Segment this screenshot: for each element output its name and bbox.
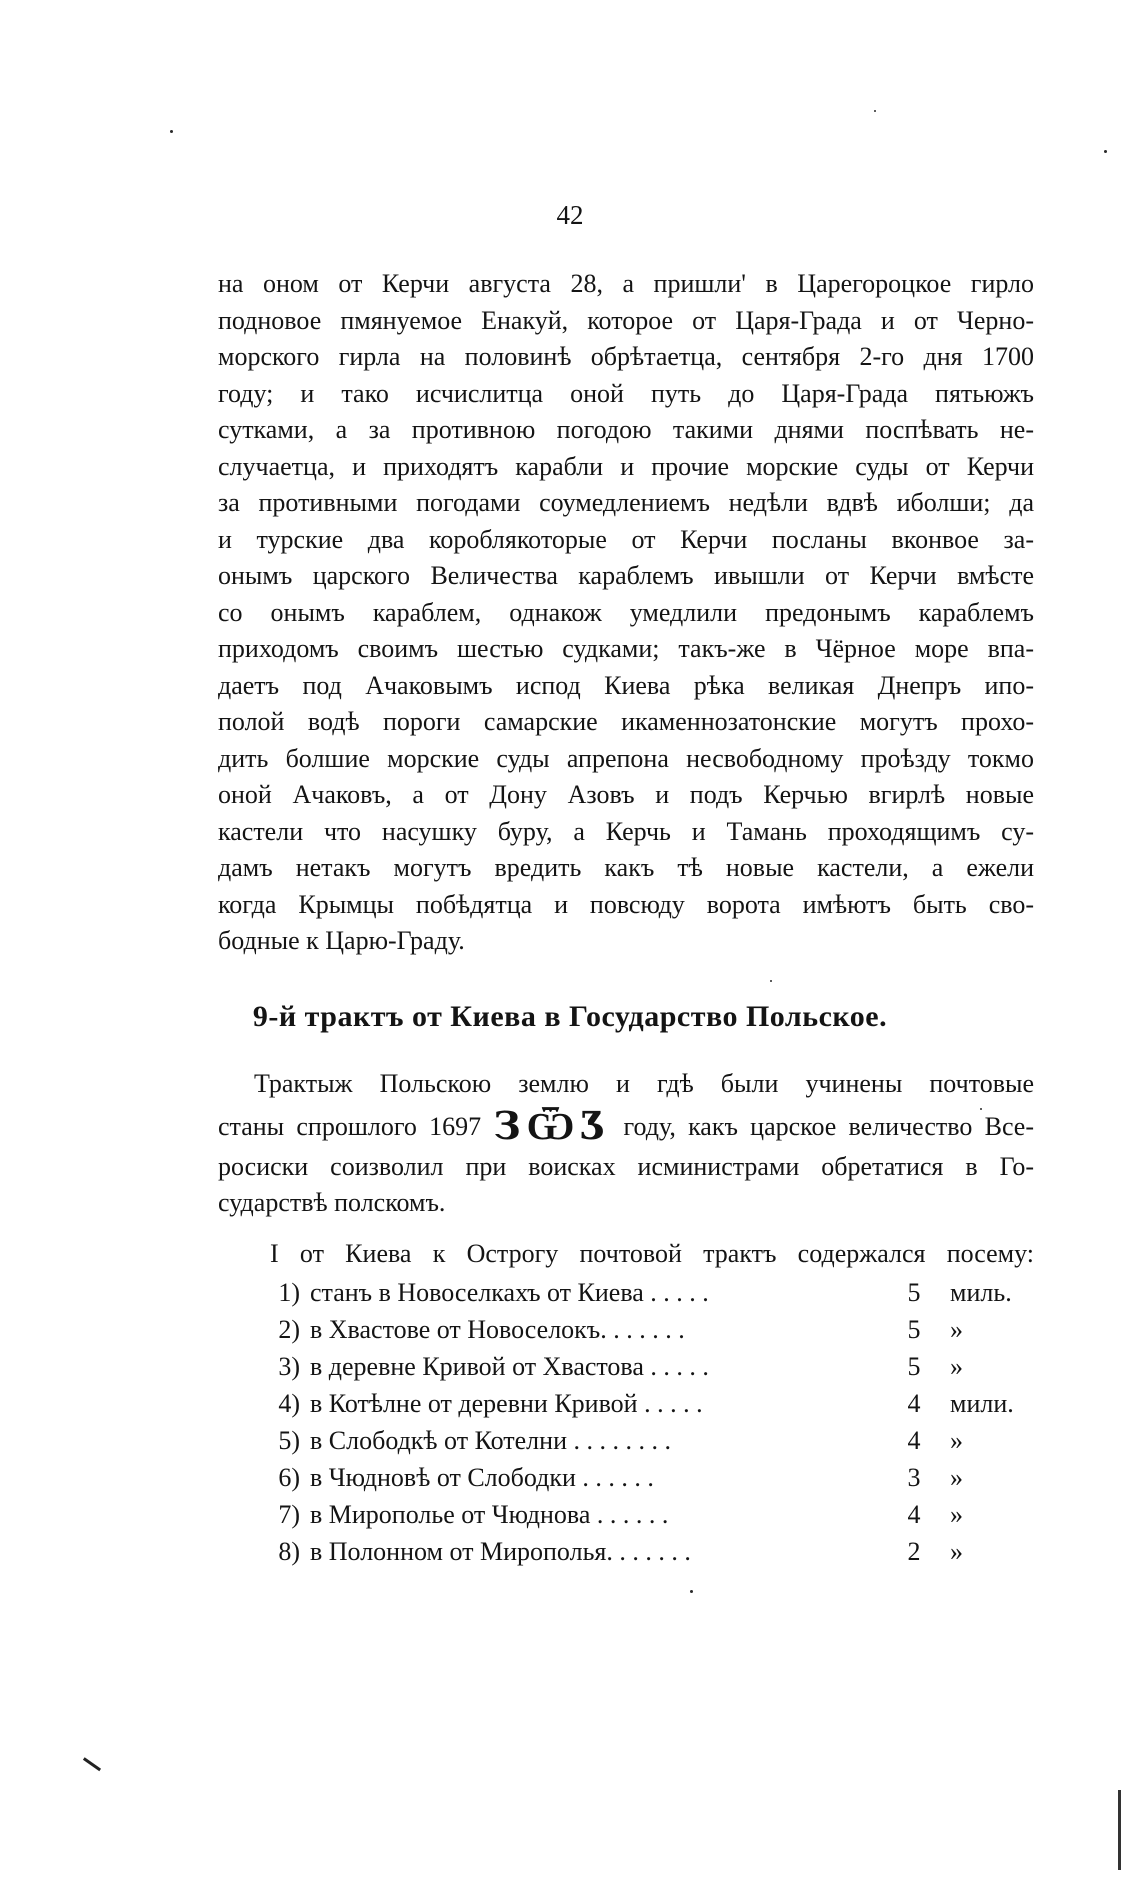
slavonic-date-glyph: ЗѾӠ [493, 1102, 612, 1148]
text-line: приходомъ своимъ шестью судками; такъ-же в Чёрное море впа- [218, 634, 1034, 663]
text-line: сутками, а за противною погодою такими днями поспѣвать не- [218, 415, 1034, 444]
text-line: случаетца, и приходятъ карабли и прочие морские суды от Керчи [218, 451, 1034, 481]
text-line: оной Ачаковъ, а от Дону Азовъ и подъ Керчью вгирлѣ новые [218, 780, 1034, 809]
route-row [262, 1274, 1042, 1311]
text-line: морского гирла на половинѣ обрѣтаетца, сентября 2-го дня 1700 [218, 342, 1034, 371]
route-row [262, 1533, 1042, 1570]
text-line: на оном от Керчи августа 28, а пришли' в Цaрегороцкое гирло [218, 269, 1034, 298]
text-line: и турские два короблякоторые от Керчи посланы вконвое за- [218, 524, 1034, 554]
route-unit: миль. [950, 1278, 1012, 1307]
text-line: кастели что насушку буру, а Керчь и Тамань проходящимъ су- [218, 816, 1034, 846]
route-description: в Полонном от Мирополья. . . . . . . [310, 1537, 691, 1566]
scan-speck [874, 110, 876, 112]
text-line: году; и тако исчислитца оной путь до Царя-Града пятьюжъ [218, 378, 1034, 408]
route-row [262, 1459, 1042, 1496]
route-description: в Чюдновѣ от Слободки . . . . . . [310, 1463, 654, 1492]
route-list [262, 1274, 1042, 1570]
route-unit: мили. [950, 1389, 1014, 1418]
route-unit: » [950, 1463, 963, 1492]
text-line: дамъ нетакъ могутъ вредить какъ тѣ новые кастели, а ежели [218, 853, 1034, 882]
route-number: 8) [278, 1537, 300, 1566]
route-row [262, 1422, 1042, 1459]
route-number: 3) [278, 1352, 300, 1381]
route-distance: 3 [907, 1463, 921, 1492]
route-description: станъ в Новоселкахъ от Киева . . . . . [310, 1278, 709, 1307]
route-unit: » [950, 1315, 963, 1344]
text-line: полой водѣ пороги самарские икаменнозатонские могутъ прохо- [218, 707, 1034, 736]
text-line: сударствѣ полскомъ. [218, 1188, 446, 1217]
text-line: подновое пмянуемое Енакуй, которое от Царя-Града и от Черно- [218, 305, 1034, 335]
section-heading: 9-й трактъ от Киева в Государство Польское. [252, 1000, 888, 1033]
route-distance: 4 [907, 1389, 921, 1418]
route-description: в Слободкѣ от Котелни . . . . . . . . [310, 1426, 671, 1455]
text-line: за противными погодами соумедлениемъ недѣли вдвѣ иболши; да [218, 488, 1034, 517]
scan-speck [770, 980, 772, 982]
route-number: 4) [278, 1389, 300, 1418]
text-line: дить болшие морские суды апрепона несвободному проѣзду токмо [218, 743, 1034, 773]
route-number: 1) [278, 1278, 300, 1307]
route-unit: » [950, 1426, 963, 1455]
route-number: 6) [278, 1463, 300, 1492]
margin-mark [83, 1746, 109, 1771]
route-unit: » [950, 1352, 963, 1381]
route-distance: 4 [907, 1426, 921, 1455]
route-distance: 5 [907, 1278, 921, 1307]
route-row [262, 1311, 1042, 1348]
text-line: когда Крымцы побѣдятца и повсюду ворота имѣютъ быть сво- [218, 889, 1034, 919]
route-number: 5) [278, 1426, 300, 1455]
scan-speck [980, 1108, 982, 1110]
route-number: 7) [278, 1500, 300, 1529]
route-unit: » [950, 1537, 963, 1566]
text-line: даетъ под Ачаковымъ испод Киева рѣка великая Днепръ ипо- [218, 670, 1034, 700]
text-line: со онымъ караблем, однакож умедлили предонымъ караблемъ [218, 597, 1034, 627]
intro-paragraph [218, 1066, 1034, 1222]
text-line-with-date [218, 1103, 1034, 1149]
text-line: Трактыж Польскою землю и гдѣ были учинены почтовые [254, 1069, 1034, 1098]
date-text-end: году, какъ царское величество Все- [623, 1111, 1034, 1141]
route-distance: 4 [907, 1500, 921, 1529]
route-unit: » [950, 1500, 963, 1529]
date-text-start: станы спрошлого 1697 [218, 1111, 482, 1141]
route-row [262, 1385, 1042, 1422]
scan-speck [170, 130, 173, 133]
route-description: в Хвастове от Новоселокъ. . . . . . . [310, 1315, 685, 1344]
text-line: бодные к Царю-Граду. [218, 926, 465, 955]
scan-speck [690, 1590, 693, 1593]
scan-speck [1104, 150, 1107, 153]
route-description: в деревне Кривой от Хвастова . . . . . [310, 1352, 709, 1381]
route-distance: 2 [907, 1537, 921, 1566]
page-edge-mark [1118, 1790, 1121, 1870]
route-description: в Котѣлне от деревни Кривой . . . . . [310, 1389, 703, 1418]
route-number: 2) [278, 1315, 300, 1344]
body-paragraph [218, 266, 1034, 960]
route-distance: 5 [907, 1352, 921, 1381]
page-number: 42 [556, 200, 584, 230]
route-header: I от Киева к Острогу почтовой трактъ содержался посему: [270, 1239, 1034, 1268]
text-line: росиски соизволил при воисках исминистрами обретатися в Го- [218, 1151, 1034, 1181]
route-row [262, 1348, 1042, 1385]
route-description: в Мирополье от Чюднова . . . . . . [310, 1500, 669, 1529]
text-line: онымъ царского Величества караблемъ ивышли от Керчи вмѣсте [218, 561, 1034, 590]
route-distance: 5 [907, 1315, 921, 1344]
route-row [262, 1496, 1042, 1533]
